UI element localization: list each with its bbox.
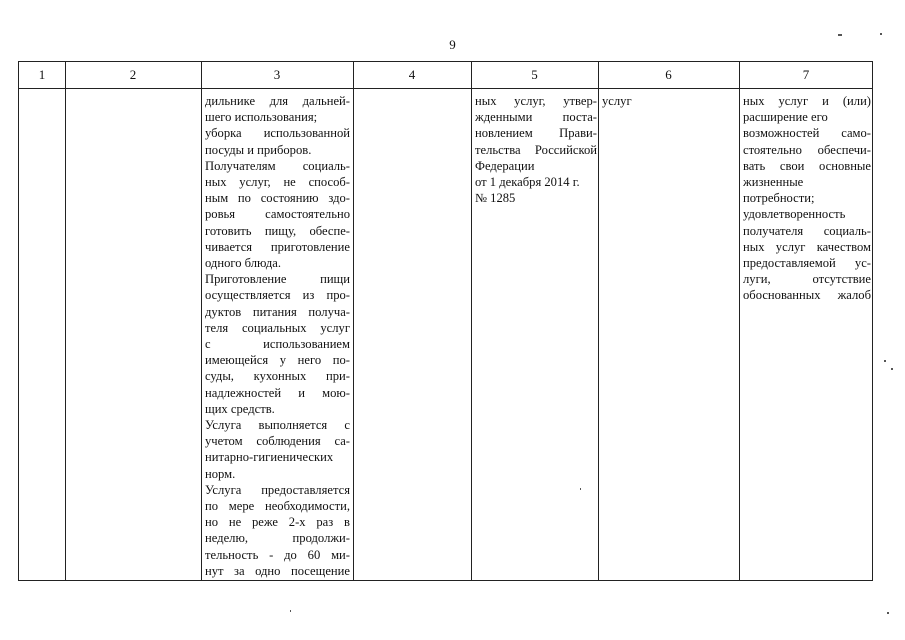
text-line: жденными поста- [475,110,597,125]
text-line: посуды и приборов. [205,142,312,157]
cell-col-3-service-description [205,93,350,579]
header-col-7: 7 [802,67,810,82]
text-line: с использованием [205,337,350,352]
services-table [18,61,873,581]
text-line: дильнике для дальней- [205,94,350,108]
text-line: неделю, продолжи- [205,531,350,546]
text-line: ных услуг, утвер- [475,94,597,108]
text-line: по мере необходимости, [205,499,350,514]
scan-speck [887,612,889,614]
cell-col-5-regulation [475,93,597,206]
text-line: расширение его [743,110,828,125]
text-line: № 1285 [475,191,516,206]
text-line: услуг [602,94,632,108]
text-line: ных услуг качеством [743,239,871,254]
scan-speck [838,34,842,36]
table-header-row [19,62,872,89]
text-line: одного блюда. [205,256,281,271]
text-line: Услуга выполняется с [205,418,350,433]
text-line: луги, отсутствие [743,272,871,287]
text-line: нут за одно посещение [205,563,350,578]
text-line: получателя социаль- [743,223,871,238]
text-line: учетом соблюдения са- [205,434,350,449]
scan-speck [880,33,882,35]
header-col-4: 4 [408,67,416,82]
text-line: имеющейся у него по- [205,353,350,368]
text-line: жизненные [743,175,804,190]
column-divider [471,62,472,580]
text-line: готовить пищу, обеспе- [205,223,350,238]
text-line: тельства Российской [475,142,597,157]
scan-speck [891,368,893,370]
text-line: Услуга предоставляется [205,482,350,497]
text-line: дуктов питания получа- [205,304,350,319]
text-line: но не реже 2-х раз в [205,515,350,530]
header-col-1: 1 [38,67,46,82]
text-line: ных услуг и (или) [743,94,871,108]
page-number: 9 [449,37,456,52]
text-line: новлением Прави- [475,126,597,141]
text-line: суды, кухонных при- [205,369,350,384]
text-line: ных услуг, не способ- [205,175,350,190]
text-line: Получателям социаль- [205,158,350,173]
text-line: вать свои основные [743,158,871,173]
header-col-2: 2 [129,67,137,82]
text-line: тельность - до 60 ми- [205,547,350,562]
text-line: предоставляемой ус- [743,256,871,271]
scan-speck [580,488,581,490]
text-line: Федерации [475,158,535,173]
cell-col-7-result-indicators [743,93,871,304]
text-line: уборка использованной [205,126,350,141]
column-divider [598,62,599,580]
text-line: стоятельно обеспечи- [743,142,871,157]
text-line: теля социальных услуг [205,320,350,335]
text-line: ным по состоянию здо- [205,191,350,206]
cell-col-6 [602,93,736,109]
text-line: от 1 декабря 2014 г. [475,175,580,190]
column-divider [201,62,202,580]
text-line: шего использования; [205,110,318,125]
text-line: удовлетворенность [743,207,846,222]
text-line: ровья самостоятельно [205,207,350,222]
text-line: осуществляется из про- [205,288,350,303]
text-line: чивается приготовление [205,239,350,254]
text-line: нитарно-гигиенических [205,450,334,465]
text-line: Приготовление пищи [205,272,350,287]
header-col-6: 6 [665,67,672,82]
header-col-5: 5 [531,67,538,82]
scan-speck [884,360,886,362]
column-divider [739,62,740,580]
text-line: надлежностей и мою- [205,385,350,400]
header-col-3: 3 [273,67,281,82]
column-divider [65,62,66,580]
text-line: обоснованных жалоб [743,288,871,303]
text-line: возможностей само- [743,126,871,141]
text-line: потребности; [743,191,815,206]
text-line: норм. [205,466,236,481]
column-divider [353,62,354,580]
text-line: щих средств. [205,401,275,416]
scan-speck [290,610,291,612]
